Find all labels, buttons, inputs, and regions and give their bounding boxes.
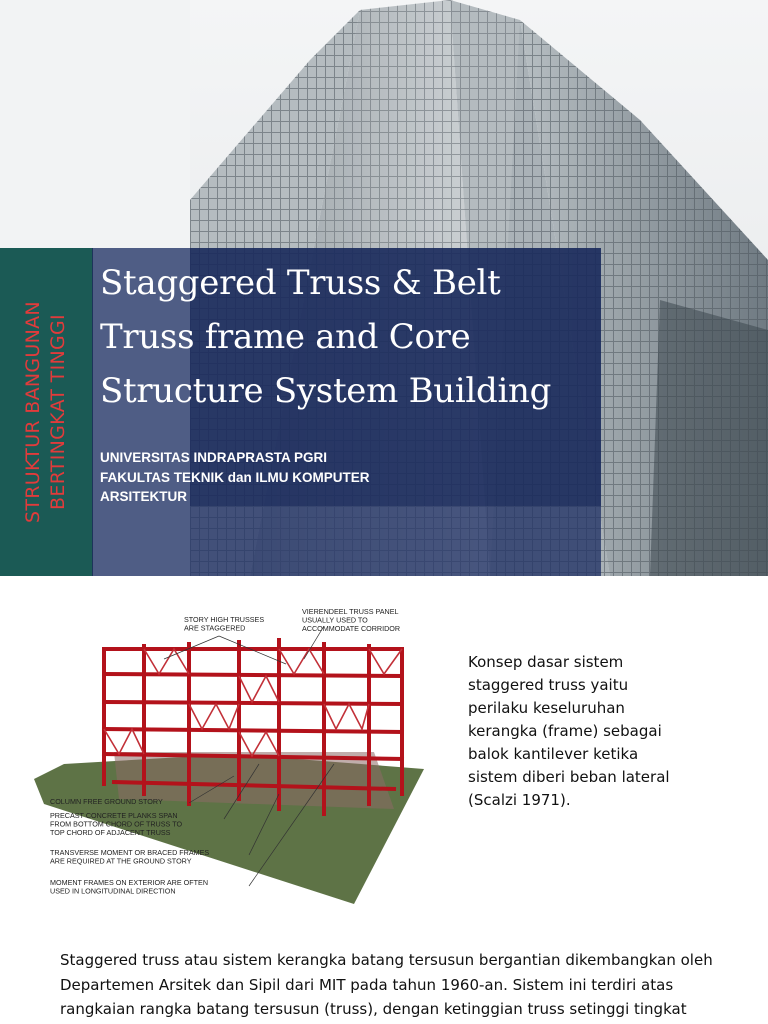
org-university: UNIVERSITAS INDRAPRASTA PGRI [100,450,328,465]
page-title [100,256,600,418]
label-vierendeel: VIERENDEEL TRUSS PANEL USUALLY USED TO ACCOMMODATE CORRIDOR [302,607,401,633]
concept-line: Konsep dasar sistem [468,653,624,671]
body-line: rangkaian rangka batang tersusun (truss), dengan ketinggian truss setinggi tingkat [60,1000,687,1018]
sidebar-label [21,252,71,572]
sidebar-label-line-1: STRUKTUR BANGUNAN [22,301,44,523]
concept-line: balok kantilever ketika [468,745,639,763]
sidebar-band [0,248,93,576]
concept-line: perilaku keseluruhan [468,699,625,717]
org-faculty: FAKULTAS TEKNIK dan ILMU KOMPUTER [100,469,370,485]
concept-line: staggered truss yaitu [468,676,629,694]
label-column-free: COLUMN FREE GROUND STORY [50,797,163,806]
concept-line: (Scalzi 1971). [468,791,571,809]
concept-line: kerangka (frame) sebagai [468,722,662,740]
body-paragraph [60,948,750,1022]
label-precast: PRECAST CONCRETE PLANKS SPAN FROM BOTTOM CHORD OF TRUSS TO TOP CHORD OF ADJACENT TRUSS [50,811,183,837]
title-line-1: Staggered Truss & Belt [100,263,501,303]
staggered-truss-diagram [24,604,424,904]
label-moment: MOMENT FRAMES ON EXTERIOR ARE OFTEN USED IN LONGITUDINAL DIRECTION [50,878,209,896]
title-line-3: Structure System Building [100,371,552,411]
body-line: Departemen Arsitek dan Sipil dari MIT pada tahun 1960-an. Sistem ini terdiri atas [60,975,674,994]
label-transverse: TRANSVERSE MOMENT OR BRACED FRAMES ARE REQUIRED AT THE GROUND STORY [50,848,210,866]
sidebar-label-line-2: BERTINGKAT TINGGI [47,314,69,510]
concept-paragraph [468,651,728,812]
body-line: Staggered truss atau sistem kerangka batang tersusun bergantian dikembangkan oleh [60,951,713,969]
concept-line: sistem diberi beban lateral [468,768,670,786]
label-story-high: STORY HIGH TRUSSES ARE STAGGERED [184,615,265,633]
org-department: ARSITEKTUR [100,489,187,504]
title-line-2: Truss frame and Core [100,317,471,357]
organization-block [100,448,500,507]
